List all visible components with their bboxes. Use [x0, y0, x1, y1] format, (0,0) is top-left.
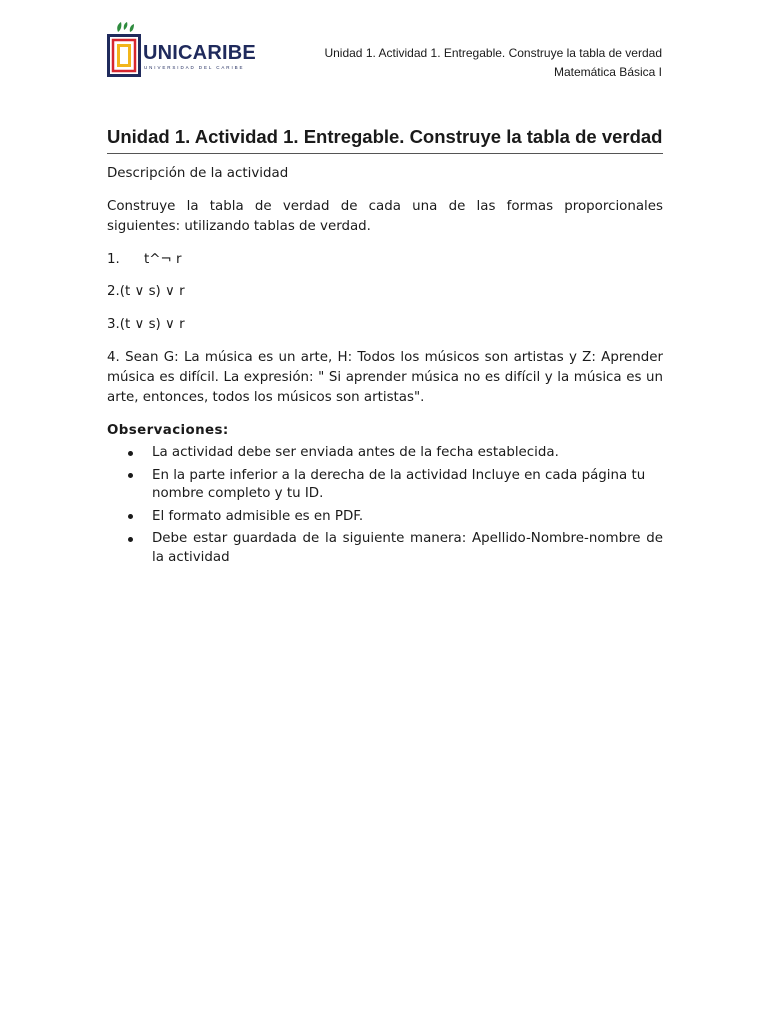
exercise-1-expression: t^¬ r: [144, 252, 182, 267]
running-header: [324, 44, 662, 82]
title-divider: [107, 153, 663, 154]
running-header-course: Matemática Básica I: [553, 65, 662, 79]
logo-emblem-icon: [107, 22, 141, 78]
logo-wordmark: UNICARIBE: [143, 42, 256, 64]
bullet-icon: [128, 514, 133, 519]
observations-heading: Observaciones:: [107, 423, 229, 438]
list-item: El formato admisible es en PDF.: [107, 508, 663, 527]
exercise-1-number: 1.: [107, 252, 120, 267]
exercise-1: [107, 250, 663, 270]
bullet-icon: [128, 451, 133, 456]
exercise-2: 2.(t ∨ s) ∨ r: [107, 284, 185, 299]
activity-description-heading: Descripción de la actividad: [107, 166, 289, 181]
exercise-4: 4. Sean G: La música es un arte, H: Todos los músicos son artistas y Z: Aprender música es difícil. La expresión: " Si aprender música no es difícil y la música es un arte, entonces, todos los músicos son artistas".: [107, 350, 663, 405]
bullet-icon: [128, 537, 133, 542]
list-item: Debe estar guardada de la siguiente manera: Apellido-Nombre-nombre de la actividad: [107, 530, 663, 567]
exercise-3: 3.(t ∨ s) ∨ r: [107, 317, 185, 332]
logo-subtitle: UNIVERSIDAD DEL CARIBE: [144, 65, 245, 70]
list-item: La actividad debe ser enviada antes de la fecha establecida.: [107, 444, 663, 463]
intro-paragraph: Construye la tabla de verdad de cada una de las formas proporcionales siguientes: utilizando tablas de verdad.: [107, 199, 663, 234]
bullet-icon: [128, 473, 133, 478]
observations-list: [107, 444, 663, 571]
running-header-title: Unidad 1. Actividad 1. Entregable. Construye la tabla de verdad: [324, 46, 662, 60]
list-item: En la parte inferior a la derecha de la actividad Incluye en cada página tu nombre completo y tu ID.: [107, 467, 663, 504]
document-title: Unidad 1. Actividad 1. Entregable. Construye la tabla de verdad: [107, 126, 663, 147]
unicaribe-logo: [107, 22, 256, 78]
